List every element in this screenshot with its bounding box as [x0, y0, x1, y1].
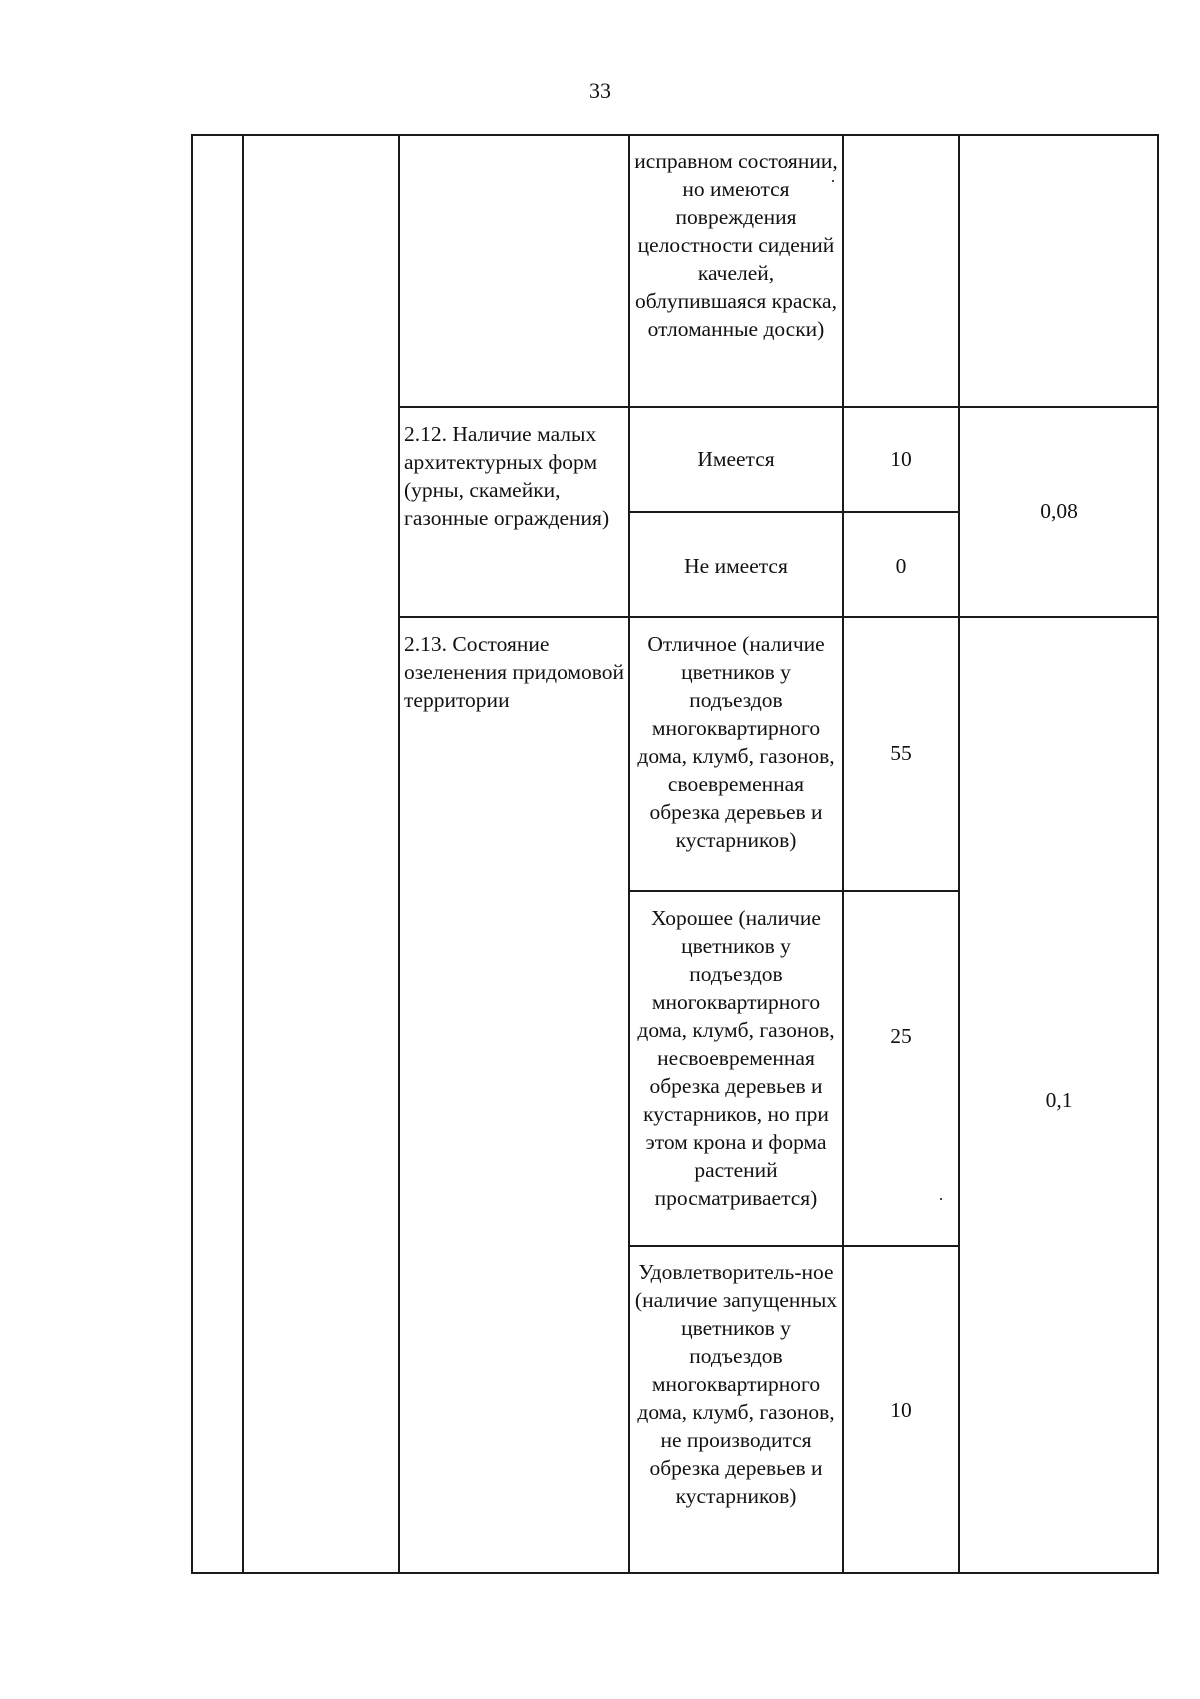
- table-bottom-border: [191, 1572, 1159, 1574]
- table-top-border: [191, 134, 1159, 136]
- column-divider-3: [628, 134, 630, 1573]
- page-number: 33: [589, 78, 611, 103]
- score-cell: 25: [890, 1024, 912, 1048]
- option-description-cell: Не имеется: [684, 554, 788, 578]
- option-description-cell: Удовлетворитель-ное (наличие запущенных цветников у подъездов многоквартирного дома, клумб, газонов, не производится обрезка деревьев и кустарников): [634, 1260, 838, 1508]
- column-divider-2: [398, 134, 400, 1573]
- option-description-cell: Хорошее (наличие цветников у подъездов многоквартирного дома, клумб, газонов, несвоевременная обрезка деревьев и кустарников, но при этом крона и форма растений просматривается): [637, 906, 835, 1210]
- scan-speck: [832, 180, 834, 182]
- column-divider-4: [842, 134, 844, 1573]
- score-cell: 0: [895, 554, 907, 578]
- score-cell: 10: [890, 447, 912, 471]
- column-divider-1: [242, 134, 244, 1573]
- weight-cell-2-12: 0,08: [1040, 499, 1078, 523]
- row-divider-2-13-option-2: [628, 1245, 959, 1247]
- table-left-border: [191, 134, 193, 1573]
- criterion-cell-2-12: 2.12. Наличие малых архитектурных форм (урны, скамейки, газонные ограждения): [404, 422, 610, 530]
- scan-speck: [940, 1198, 942, 1200]
- score-cell: 55: [890, 741, 912, 765]
- row-divider-2-13: [398, 616, 1159, 618]
- table-right-border: [1157, 134, 1159, 1573]
- score-cell: 10: [890, 1398, 912, 1422]
- option-description-cell: Отличное (наличие цветников у подъездов многоквартирного дома, клумб, газонов, своевременная обрезка деревьев и кустарников): [637, 632, 835, 852]
- description-cell-continued: исправном состоянии, но имеются повреждения целостности сидений качелей, облупившаяся краска, отломанные доски): [634, 149, 838, 341]
- criterion-cell-2-13: 2.13. Состояние озеленения придомовой территории: [404, 632, 625, 712]
- row-divider-2-13-option-1: [628, 890, 959, 892]
- option-description-cell: Имеется: [697, 447, 775, 471]
- weight-cell-2-13: 0,1: [1045, 1088, 1073, 1112]
- column-divider-5: [958, 134, 960, 1573]
- row-divider-2-12-options: [628, 511, 959, 513]
